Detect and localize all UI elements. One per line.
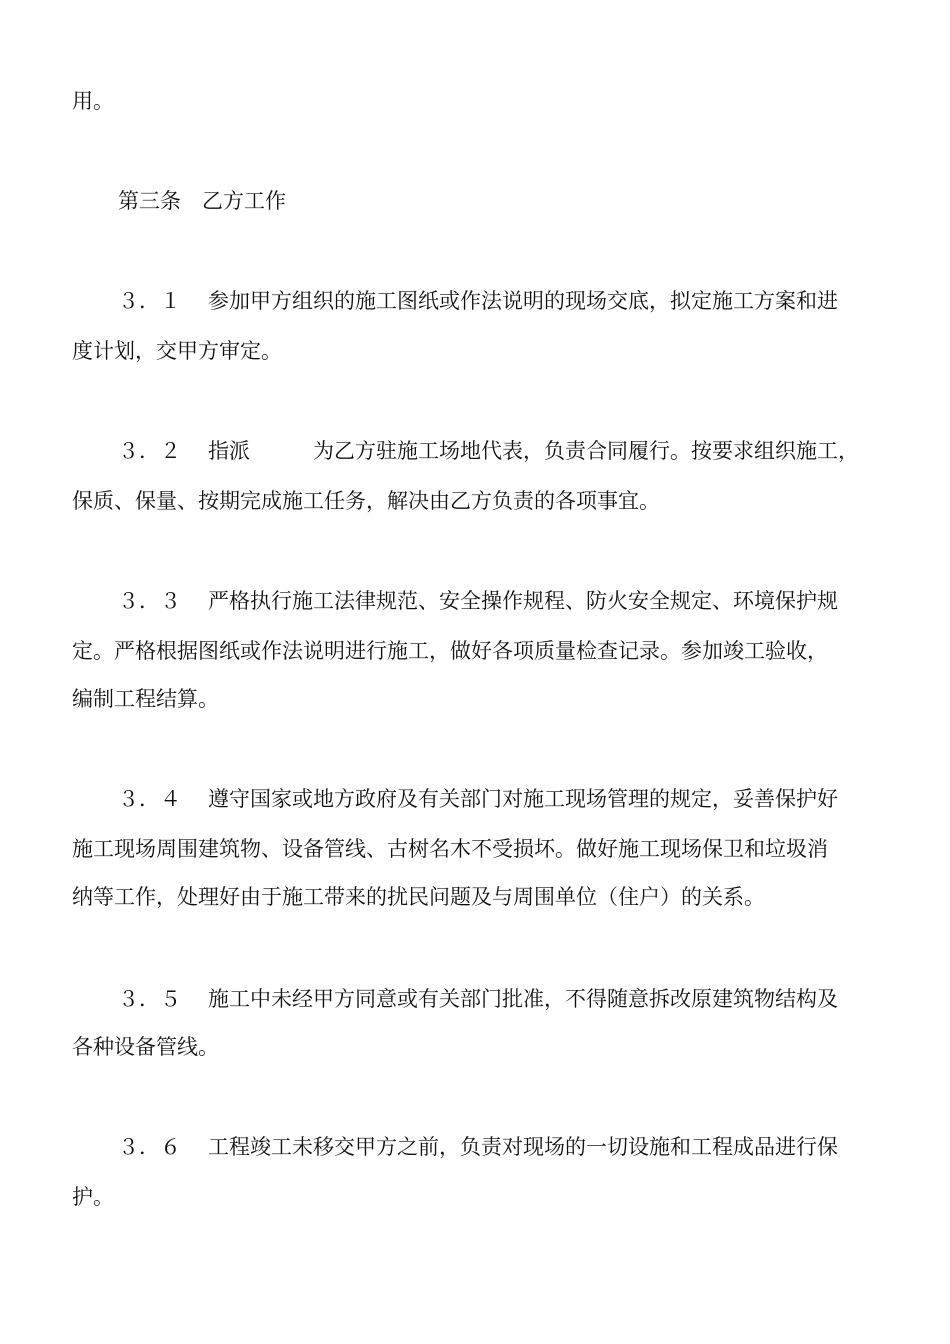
clause-number: ３．４ [118,787,181,811]
clause-3-5-line-2: 各种设备管线。 [72,1035,219,1059]
clause-text: 施工中未经甲方同意或有关部门批准，不得随意拆改原建筑物结构及 [208,987,838,1011]
clause-3-1-first-line [118,286,882,316]
clause-number: ３．１ [118,289,181,313]
clause-3-4-line-3: 纳等工作，处理好由于施工带来的扰民问题及与周围单位（住户）的关系。 [72,885,765,909]
clause-3-4-first-line [118,784,882,814]
clause-text: 遵守国家或地方政府及有关部门对施工现场管理的规定，妥善保护好 [208,787,838,811]
clause-3-6-line-2: 护。 [72,1185,114,1209]
clause-number: ３．５ [118,987,181,1011]
clause-number: ３．２ [118,439,181,463]
clause-3-2-line-2: 保质、保量、按期完成施工任务，解决由乙方负责的各项事宜。 [72,489,660,513]
clause-3-3-line-2: 定。严格根据图纸或作法说明进行施工，做好各项质量检查记录。参加竣工验收， [72,639,828,663]
clause-text: 参加甲方组织的施工图纸或作法说明的现场交底，拟定施工方案和进 [208,289,838,313]
clause-3-4-line-2: 施工现场周围建筑物、设备管线、古树名木不受损坏。做好施工现场保卫和垃圾消 [72,837,828,861]
clause-text: 工程竣工未移交甲方之前，负责对现场的一切设施和工程成品进行保 [208,1135,838,1159]
clause-3-6-first-line [118,1132,882,1162]
clause-3-5-first-line [118,984,882,1014]
clause-3-1-line-2: 度计划，交甲方审定。 [72,339,282,363]
clause-3-2-first-line [118,436,882,466]
clause-text: 严格执行施工法律规范、安全操作规程、防火安全规定、环境保护规 [208,589,838,613]
clause-3-3-first-line [118,586,882,616]
clause-text: 指派 为乙方驻施工场地代表，负责合同履行。按要求组织施工， [208,439,859,463]
clause-3-3-line-3: 编制工程结算。 [72,687,219,711]
fragment-end-text: 用。 [72,89,114,113]
clause-number: ３．３ [118,589,181,613]
clause-number: ３．６ [118,1135,181,1159]
article-heading: 第三条 乙方工作 [118,189,286,213]
